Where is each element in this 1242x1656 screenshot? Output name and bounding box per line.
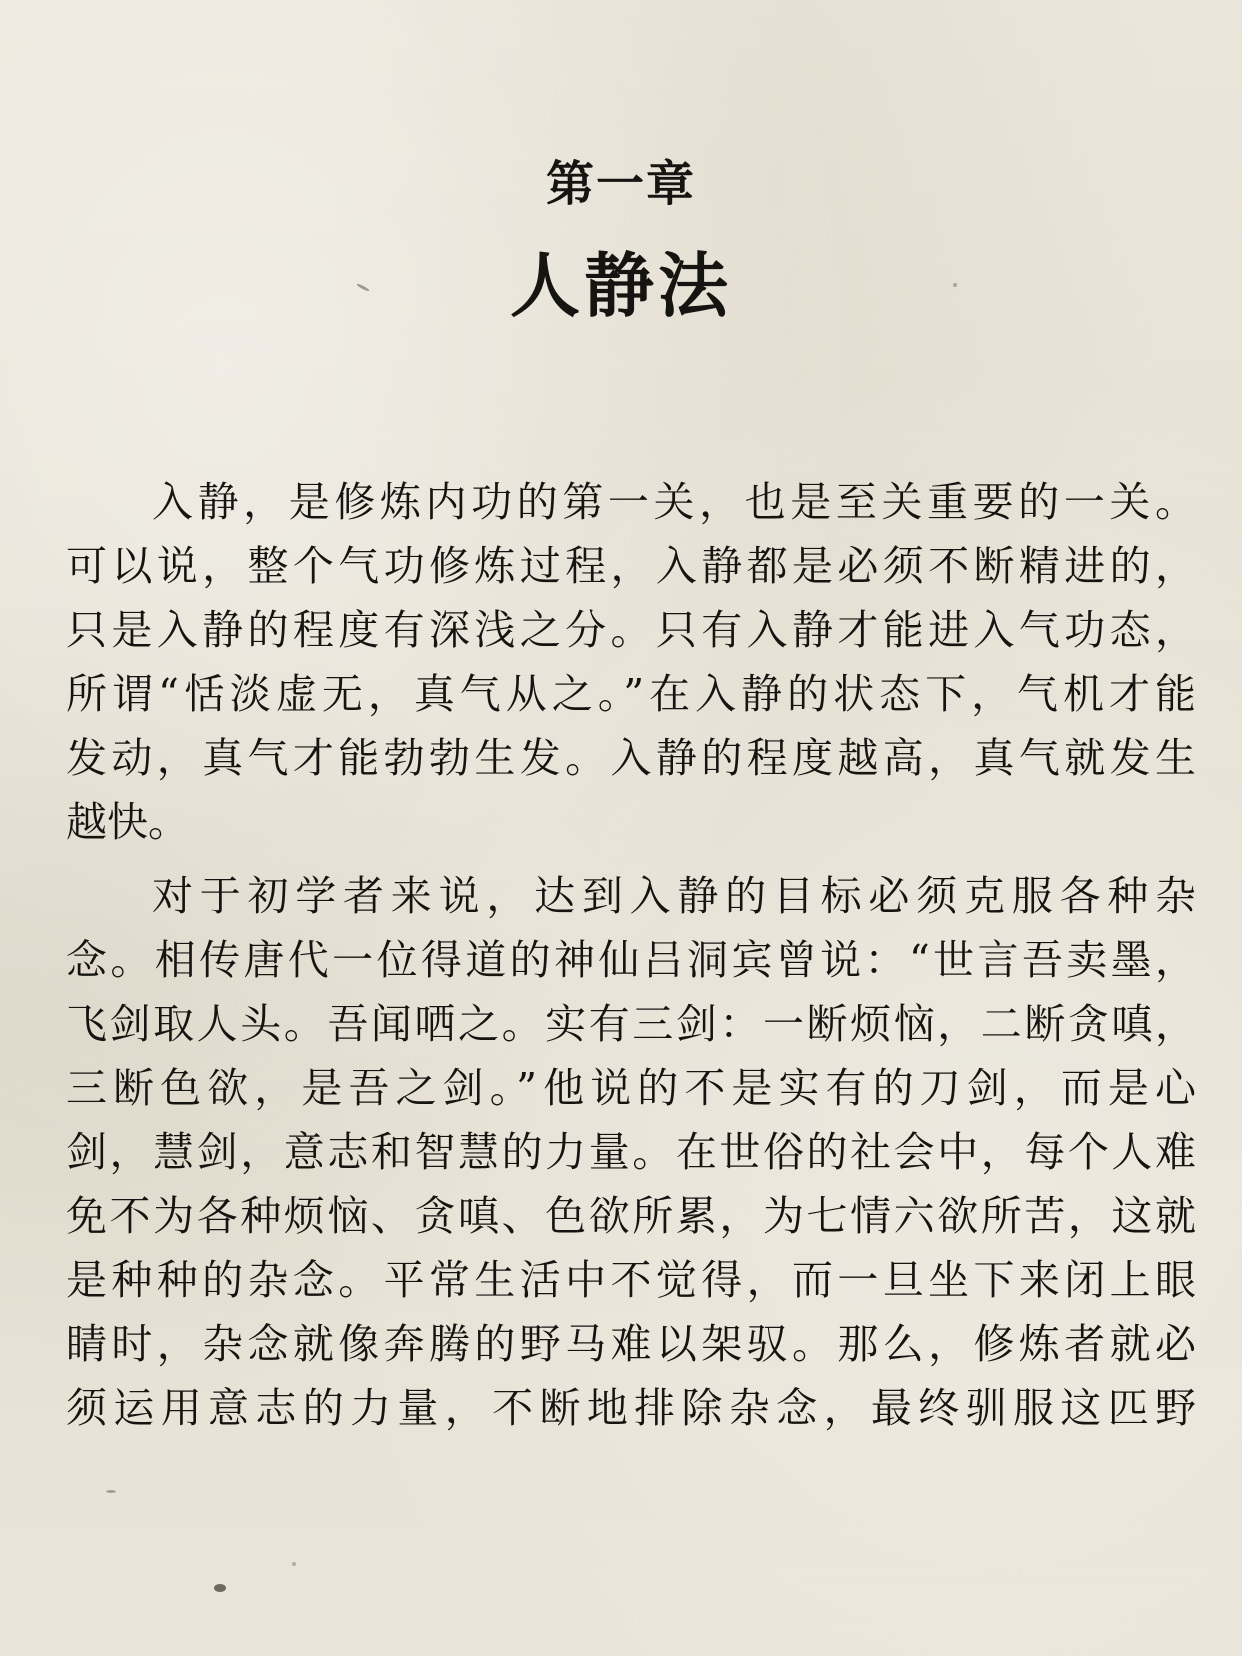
text-line: 免不为各种烦恼、贪嗔、色欲所累，为七情六欲所苦，这就 [66,1192,1196,1240]
paragraph-2 [66,864,1196,1440]
text-line: 剑，慧剑，意志和智慧的力量。在世俗的社会中，每个人难 [66,1128,1196,1176]
text-line: 对于初学者来说，达到入静的目标必须克服各种杂 [152,872,1196,920]
text-line: 越快。 [66,798,189,846]
text-line: 所谓“恬淡虚无，真气从之。”在入静的状态下，气机才能 [66,670,1196,718]
text-line: 三断色欲，是吾之剑。”他说的不是实有的刀剑，而是心 [66,1064,1196,1112]
paper-speck [214,1584,226,1592]
paper-speck [953,283,957,287]
paragraph-gap [66,854,1196,864]
text-line: 可以说，整个气功修炼过程，入静都是必须不断精进的， [66,542,1196,590]
text-line: 飞剑取人头。吾闻哂之。实有三剑：一断烦恼，二断贪嗔， [66,1000,1196,1048]
paper-speck [292,1562,296,1566]
chapter-title: 人静法 [510,245,732,327]
text-line: 是种种的杂念。平常生活中不觉得，而一旦坐下来闭上眼 [66,1256,1196,1304]
text-line: 发动，真气才能勃勃生发。入静的程度越高，真气就发生 [66,734,1196,782]
body-text [66,470,1196,1440]
text-line: 只是入静的程度有深浅之分。只有入静才能进入气功态， [66,606,1196,654]
chapter-number: 第一章 [545,156,696,212]
text-line: 须运用意志的力量，不断地排除杂念，最终驯服这匹野 [66,1384,1196,1432]
text-line: 入静，是修炼内功的第一关，也是至关重要的一关。 [152,478,1196,526]
text-line: 睛时，杂念就像奔腾的野马难以架驭。那么，修炼者就必 [66,1320,1196,1368]
paper-speck [106,1490,116,1493]
paragraph-1 [66,470,1196,854]
text-line: 念。相传唐代一位得道的神仙吕洞宾曾说：“世言吾卖墨， [66,936,1196,984]
